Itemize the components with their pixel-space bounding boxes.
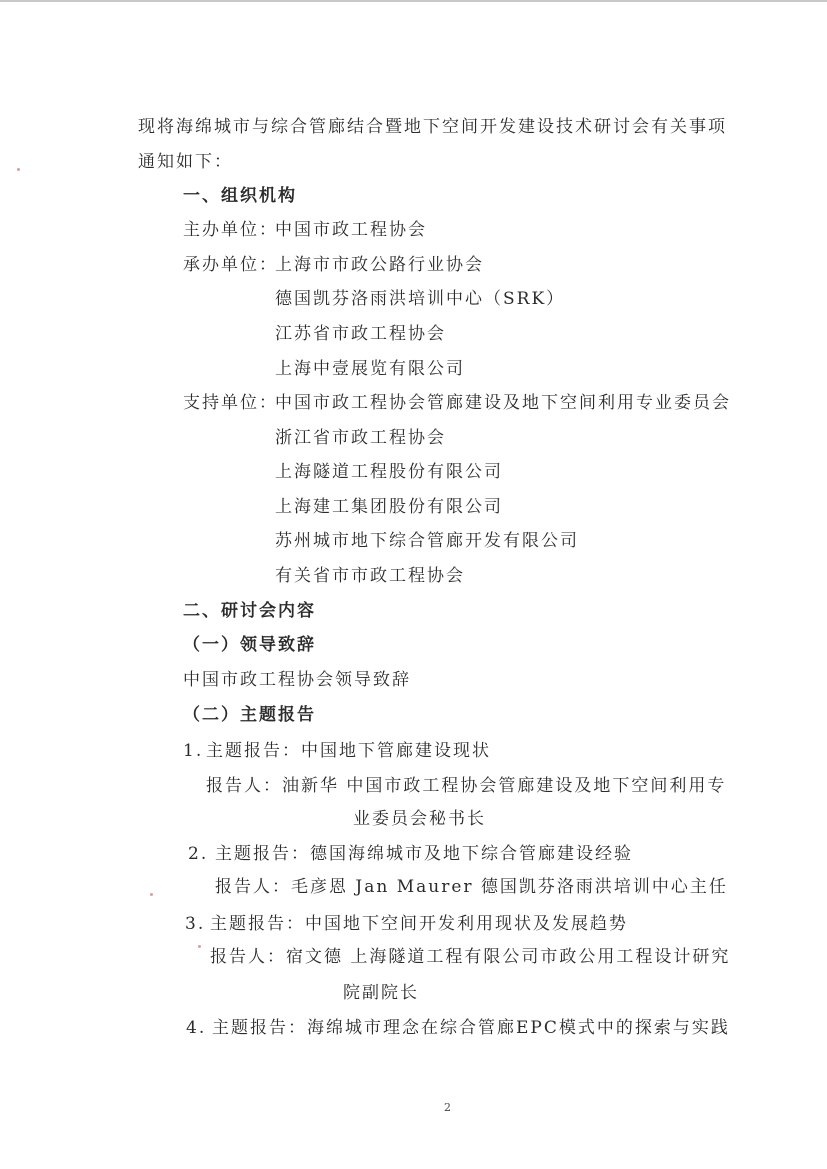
report-number: 3. (185, 914, 206, 934)
report-number: 1. (183, 741, 204, 761)
subsection1-heading: （一）领导致辞 (183, 635, 316, 655)
supporter-item: 上海隧道工程股份有限公司 (275, 462, 503, 482)
supporter-item: 苏州城市地下综合管廊开发有限公司 (275, 531, 579, 551)
subsection2-heading: （二）主题报告 (183, 705, 316, 725)
organizer-label: 承办单位： (183, 255, 278, 275)
page-number: 2 (444, 1101, 451, 1114)
organizer-item: 上海中壹展览有限公司 (275, 359, 465, 379)
organizer-item: 江苏省市政工程协会 (275, 324, 446, 344)
scan-speck (198, 945, 201, 948)
report-reporter-cont: 业委员会秘书长 (353, 809, 486, 829)
report-number: 2. (188, 844, 209, 864)
report-reporter: 报告人：毛彦恩 Jan Maurer 德国凯芬洛雨洪培训中心主任 (215, 877, 728, 897)
report-reporter-cont: 院副院长 (343, 983, 419, 1003)
organizer-item: 德国凯芬洛雨洪培训中心（SRK） (275, 289, 566, 309)
section1-heading: 一、组织机构 (183, 186, 297, 206)
subsection1-text: 中国市政工程协会领导致辞 (183, 670, 411, 690)
host-label: 主办单位： (183, 220, 278, 240)
report-title: 主题报告：中国地下空间开发利用现状及发展趋势 (210, 914, 628, 934)
report-title: 主题报告：中国地下管廊建设现状 (206, 741, 491, 761)
organizer-item: 上海市市政公路行业协会 (275, 255, 484, 275)
report-title: 主题报告：海绵城市理念在综合管廊EPC模式中的探索与实践 (212, 1018, 730, 1038)
intro-line-1: 现将海绵城市与综合管廊结合暨地下空间开发建设技术研讨会有关事项 (138, 117, 727, 137)
support-label: 支持单位： (183, 393, 278, 413)
supporter-item: 中国市政工程协会管廊建设及地下空间利用专业委员会 (275, 393, 731, 413)
section2-heading: 二、研讨会内容 (183, 601, 316, 621)
scan-speck (17, 168, 20, 171)
scan-top-edge (0, 0, 827, 2)
intro-line-2: 通知如下： (138, 152, 233, 172)
scan-speck (150, 893, 153, 896)
report-number: 4. (186, 1018, 207, 1038)
report-reporter: 报告人：宿文德 上海隧道工程有限公司市政公用工程设计研究 (210, 947, 731, 967)
report-title: 主题报告：德国海绵城市及地下综合管廊建设经验 (215, 844, 633, 864)
report-reporter: 报告人：油新华 中国市政工程协会管廊建设及地下空间利用专 (206, 776, 727, 796)
host-value: 中国市政工程协会 (275, 220, 427, 240)
supporter-item: 浙江省市政工程协会 (275, 428, 446, 448)
supporter-item: 有关省市市政工程协会 (275, 566, 465, 586)
supporter-item: 上海建工集团股份有限公司 (275, 497, 503, 517)
